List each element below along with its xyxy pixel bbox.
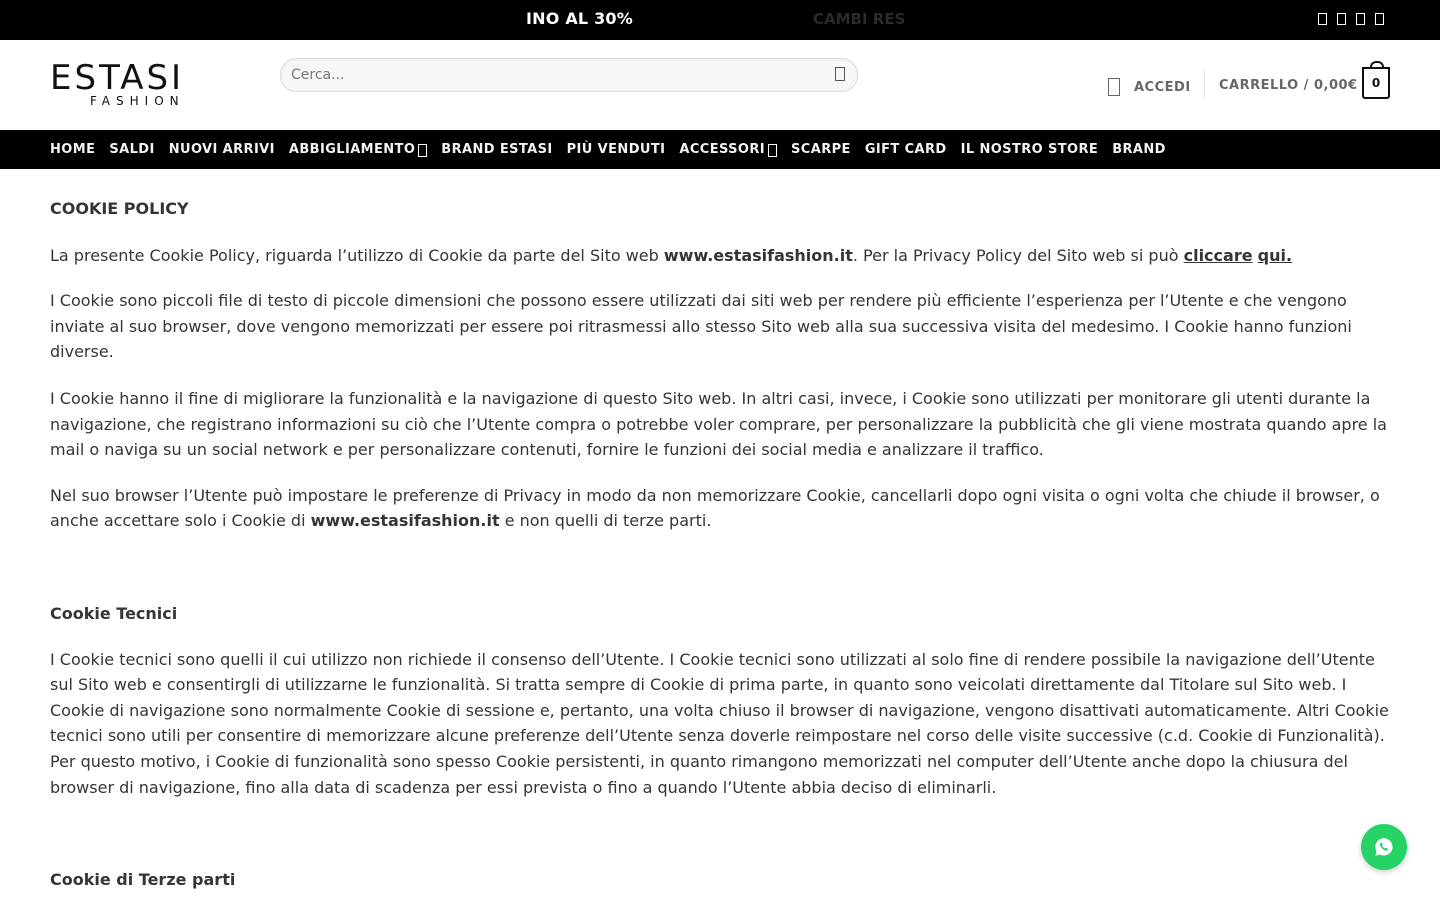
nav-item-accessori[interactable] xyxy=(679,142,777,157)
nav-item-brand[interactable] xyxy=(1112,142,1166,157)
nav-label: ACCESSORI xyxy=(679,142,766,157)
nav-item-home[interactable] xyxy=(50,142,95,157)
social-links xyxy=(1317,11,1385,25)
logo[interactable] xyxy=(50,58,240,109)
paragraph-intro xyxy=(50,243,1390,269)
top-promo-bar xyxy=(0,0,1440,40)
site-header xyxy=(0,40,1440,130)
section-heading-tecnici: Cookie Tecnici xyxy=(50,603,178,623)
nav-label: BRAND ESTASI xyxy=(441,142,553,157)
nav-label: IL NOSTRO STORE xyxy=(960,142,1099,157)
nav-label: GIFT CARD xyxy=(864,142,947,157)
header-divider xyxy=(1204,69,1205,99)
main-nav xyxy=(0,130,1440,169)
search-input[interactable]: Cerca... xyxy=(291,67,345,83)
chevron-down-icon xyxy=(418,144,427,157)
cart-link[interactable]: CARRELLO / 0,00€ xyxy=(1219,78,1358,93)
paragraph-technical-cookies: I Cookie tecnici sono quelli il cui utilizzo non richiede il consenso dell’Utente. I Cookie tecnici sono utilizzati al solo fine di rendere possibile la navigazione dell’Utente sul Sito web e consentirgli di utilizzarne le funzionalità. Si tratta sempre di Cookie di prima parte, in quanto sono veicolati direttamente dal Titolare sul Sito web. I Cookie di navigazione sono normalmente Cookie di sessione e, pertanto, una volta chiuso il browser di navigazione, vengono disattivati automaticamente. Altri Cookie tecnici sono utili per consentire di memorizzare alcune preferenze dell’Utente senza doverle reimpostare nel corso delle visite successive (c.d. Cookie di Funzionalità). Per questo motivo, i Cookie di funzionalità sono spesso Cookie persistenti, in quanto rimangono memorizzati nel computer dell’Utente anche dopo la chiusura del browser di navigazione, fino alla data di scadenza per essi prevista o fino a quando l’Utente abbia deciso di eliminarli. xyxy=(50,649,1389,797)
nav-label: PIÙ VENDUTI xyxy=(566,142,666,157)
text: e non quelli di terze parti. xyxy=(499,511,712,531)
whatsapp-icon xyxy=(1373,836,1395,858)
nav-item-scarpe[interactable] xyxy=(791,142,851,157)
tiktok-icon[interactable] xyxy=(1355,11,1366,25)
nav-label: BRAND xyxy=(1112,142,1166,157)
facebook-icon[interactable] xyxy=(1317,11,1328,25)
nav-label: SCARPE xyxy=(791,142,851,157)
text: . Per la Privacy Policy del Sito web si può xyxy=(852,245,1184,265)
text: Nel suo browser l’Utente può impostare le preferenze di Privacy in modo da non memorizzare Cookie, cancellarli dopo ogni visita o ogni volta che chiude il browser, o anche accettare solo i Cookie di xyxy=(50,485,1380,531)
privacy-link-qui[interactable]: qui. xyxy=(1257,245,1293,265)
paragraph-browser-settings xyxy=(50,483,1390,534)
nav-item-piu-venduti[interactable] xyxy=(567,142,666,157)
nav-label: NUOVI ARRIVI xyxy=(168,142,275,157)
nav-item-saldi[interactable] xyxy=(109,142,154,157)
whatsapp-button[interactable] xyxy=(1361,824,1407,870)
site-name: www.estasifashion.it xyxy=(310,511,500,531)
search-icon[interactable] xyxy=(835,67,845,81)
login-label: ACCEDI xyxy=(1134,79,1191,95)
email-icon[interactable] xyxy=(1374,11,1385,25)
section-heading-terze-parti: Cookie di Terze parti xyxy=(50,870,236,890)
page-title: COOKIE POLICY xyxy=(50,199,189,218)
logo-subtitle: FASHION xyxy=(90,94,185,108)
privacy-link-cliccare[interactable]: cliccare xyxy=(1183,245,1253,265)
text: La presente Cookie Policy, riguarda l’utilizzo di Cookie da parte del Sito web xyxy=(50,245,664,265)
nav-item-gift-card[interactable] xyxy=(865,142,947,157)
site-name: www.estasifashion.it xyxy=(663,245,853,265)
login-link[interactable] xyxy=(1108,78,1191,96)
paragraph-purpose: I Cookie hanno il fine di migliorare la funzionalità e la navigazione di questo Sito web. In altri casi, invece, i Cookie sono utilizzati per monitorare gli utenti durante la navigazione, che registrano informazioni su ciò che l’Utente compra o potrebbe voler comprare, per personalizzare la pubblicità che gli viene mostrata quando apre la mail o naviga su un social network e per personalizzare contenuti, fornire le funzioni dei social media e analizzare il traffico. xyxy=(50,388,1387,460)
promo-text: INO AL 30% xyxy=(526,9,633,28)
promo-text-faded: CAMBI RES xyxy=(813,10,906,28)
paragraph-what-are-cookies: I Cookie sono piccoli file di testo di piccole dimensioni che possono essere utilizzati dai siti web per rendere più efficiente l’esperienza per l’Utente e che vengono inviate al suo browser, dove vengono memorizzati per essere poi ritrasmessi allo stesso Sito web alla sua successiva visita del medesimo. I Cookie hanno funzioni diverse. xyxy=(50,291,1352,362)
nav-item-abbigliamento[interactable] xyxy=(289,142,427,157)
search-bar[interactable] xyxy=(280,58,858,92)
nav-item-store[interactable] xyxy=(961,142,1099,157)
nav-item-brand-estasi[interactable] xyxy=(441,142,552,157)
cookie-policy-content xyxy=(50,196,1390,893)
user-icon xyxy=(1108,78,1120,96)
nav-item-nuovi-arrivi[interactable] xyxy=(169,142,275,157)
nav-label: ABBIGLIAMENTO xyxy=(288,142,416,157)
logo-wordmark: ESTASI xyxy=(50,58,185,98)
nav-label: SALDI xyxy=(109,142,155,157)
nav-label: HOME xyxy=(50,142,96,157)
cart-bag-icon[interactable]: 0 xyxy=(1362,67,1390,99)
chevron-down-icon xyxy=(768,144,777,157)
instagram-icon[interactable] xyxy=(1336,11,1347,25)
